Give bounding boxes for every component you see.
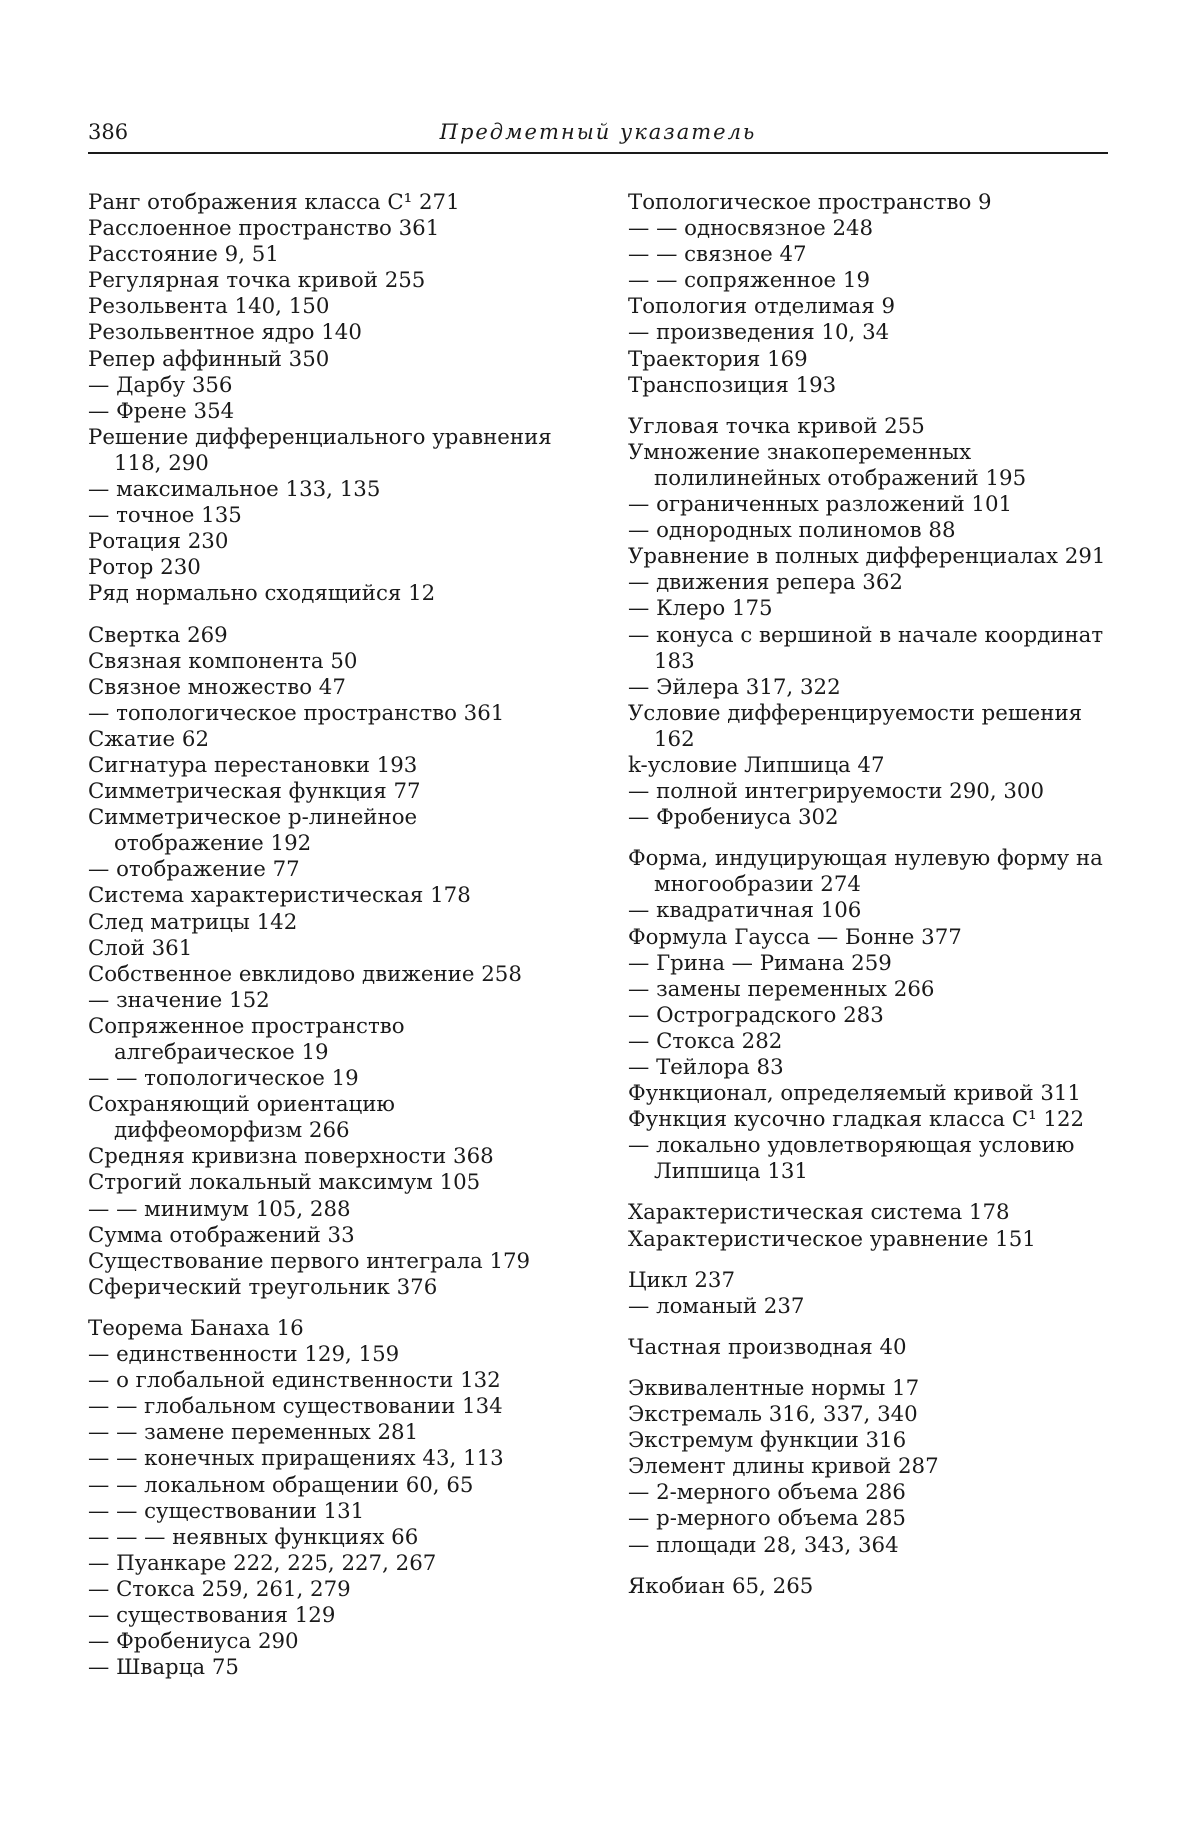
index-column-right: [628, 190, 1118, 1600]
index-entry: — квадратичная 106: [628, 898, 862, 924]
index-entry: Ротор 230: [88, 555, 201, 581]
index-entry: Якобиан 65, 265: [628, 1573, 814, 1599]
index-entry: Транспозиция 193: [628, 372, 837, 398]
index-entry: Слой 361: [88, 935, 193, 961]
index-entry: — — существовании 131: [88, 1498, 365, 1524]
index-entry: — Тейлора 83: [628, 1055, 784, 1080]
index-entry: Связная компонента 50: [88, 648, 358, 674]
index-column-left: [88, 190, 558, 1681]
index-entry: Сферический треугольник 376: [88, 1274, 438, 1300]
index-entry: Функционал, определяемый кривой 311: [628, 1081, 1081, 1107]
page-number: 386: [88, 120, 129, 144]
index-entry: — произведения 10, 34: [628, 320, 890, 346]
index-entry: Сохраняющий ориентацию диффеоморфизм 266: [88, 1092, 395, 1144]
index-entry: — полной интегрируемости 290, 300: [628, 779, 1045, 805]
index-entry: — однородных полиномов 88: [628, 518, 956, 544]
index-letter-group: [88, 623, 558, 1301]
index-entry: Умножение знакопеременных полилинейных отображений 195: [628, 439, 1027, 491]
index-entry: — p-мерного объема 285: [628, 1506, 906, 1532]
index-entry: Свертка 269: [88, 622, 228, 648]
index-entry: Расстояние 9, 51: [88, 242, 279, 268]
index-entry: Функция кусочно гладкая класса C¹ 122: [628, 1107, 1085, 1133]
index-entry: Репер аффинный 350: [88, 346, 330, 372]
index-letter-group: [628, 1268, 1118, 1320]
index-letter-group: [628, 1574, 1118, 1600]
index-entry: Симметрическое p-линейное отображение 192: [88, 805, 418, 857]
index-entry: — максимальное 133, 135: [88, 477, 381, 503]
index-entry: Сигнатура перестановки 193: [88, 752, 418, 778]
index-entry: Топологическое пространство 9: [628, 190, 992, 215]
index-entry: — Стокса 282: [628, 1028, 783, 1054]
index-entry: — Фробениуса 302: [628, 805, 839, 831]
index-entry: Частная производная 40: [628, 1334, 907, 1360]
index-entry: — Остроградского 283: [628, 1002, 884, 1028]
index-entry: Траектория 169: [628, 346, 808, 372]
index-entry: — Эйлера 317, 322: [628, 674, 841, 700]
index-entry: — ограниченных разложений 101: [628, 492, 1013, 518]
index-entry: — — односвязное 248: [628, 216, 874, 242]
index-entry: Сжатие 62: [88, 726, 210, 752]
index-entry: — — топологическое 19: [88, 1066, 359, 1092]
index-letter-group: [628, 1335, 1118, 1361]
index-entry: — значение 152: [88, 987, 270, 1013]
index-entry: Ротация 230: [88, 529, 229, 555]
index-entry: — локально удовлетворяющая условию Липшица 131: [628, 1133, 1075, 1185]
index-entry: Угловая точка кривой 255: [628, 413, 925, 439]
index-entry: — — сопряженное 19: [628, 268, 871, 294]
index-letter-group: [628, 846, 1118, 1185]
index-entry: — Френе 354: [88, 398, 235, 424]
index-entry: — конуса с вершиной в начале координат 183: [628, 622, 1104, 674]
index-entry: Решение дифференциального уравнения 118, 290: [88, 424, 552, 476]
index-entry: Резольвента 140, 150: [88, 294, 330, 320]
index-entry: — площади 28, 343, 364: [628, 1532, 899, 1558]
index-entry: k-условие Липшица 47: [628, 752, 885, 778]
index-entry: — ломаный 237: [628, 1293, 805, 1319]
index-entry: Форма, индуцирующая нулевую форму на многообразии 274: [628, 846, 1103, 898]
index-entry: Уравнение в полных дифференциалах 291: [628, 544, 1106, 570]
index-entry: — — замене переменных 281: [88, 1420, 419, 1446]
index-entry: Элемент длины кривой 287: [628, 1454, 939, 1480]
index-entry: Условие дифференцируемости решения 162: [628, 700, 1083, 752]
index-entry: — Пуанкаре 222, 225, 227, 267: [88, 1550, 437, 1576]
index-entry: — единственности 129, 159: [88, 1342, 400, 1368]
index-entry: — Шварца 75: [88, 1655, 239, 1681]
index-entry: Средняя кривизна поверхности 368: [88, 1144, 494, 1170]
index-entry: Эквивалентные нормы 17: [628, 1375, 920, 1401]
index-entry: — Клеро 175: [628, 596, 773, 622]
index-entry: — точное 135: [88, 503, 242, 529]
index-entry: — существования 129: [88, 1602, 336, 1628]
index-entry: Теорема Банаха 16: [88, 1315, 304, 1341]
index-entry: Ряд нормально сходящийся 12: [88, 581, 436, 607]
index-entry: Характеристическая система 178: [628, 1200, 1010, 1226]
index-entry: — — — неявных функциях 66: [88, 1524, 419, 1550]
index-letter-group: [88, 1316, 558, 1681]
index-entry: Система характеристическая 178: [88, 883, 471, 909]
index-entry: Сопряженное пространство алгебраическое 19: [88, 1013, 405, 1065]
index-entry: — замены переменных 266: [628, 976, 935, 1002]
index-entry: — — конечных приращениях 43, 113: [88, 1446, 504, 1472]
index-entry: — — связное 47: [628, 242, 807, 268]
index-entry: — Дарбу 356: [88, 372, 233, 398]
index-letter-group: [88, 190, 558, 608]
index-entry: Собственное евклидово движение 258: [88, 961, 522, 987]
index-entry: — — глобальном существовании 134: [88, 1394, 503, 1420]
index-entry: Резольвентное ядро 140: [88, 320, 362, 346]
index-entry: Симметрическая функция 77: [88, 779, 421, 805]
index-entry: След матрицы 142: [88, 909, 298, 935]
index-entry: — Грина — Римана 259: [628, 950, 892, 976]
index-entry: Цикл 237: [628, 1267, 736, 1293]
index-entry: — 2-мерного объема 286: [628, 1480, 906, 1506]
index-entry: Существование первого интеграла 179: [88, 1248, 531, 1274]
index-entry: — о глобальной единственности 132: [88, 1368, 501, 1394]
index-entry: Расслоенное пространство 361: [88, 216, 440, 242]
index-entry: — топологическое пространство 361: [88, 700, 505, 726]
index-entry: — Стокса 259, 261, 279: [88, 1576, 351, 1602]
index-entry: Строгий локальный максимум 105: [88, 1170, 481, 1196]
index-entry: — отображение 77: [88, 857, 300, 883]
index-letter-group: [628, 1200, 1118, 1252]
index-entry: Экстремум функции 316: [628, 1428, 907, 1454]
index-letter-group: [628, 1376, 1118, 1559]
index-entry: Ранг отображения класса C¹ 271: [88, 190, 460, 215]
index-entry: — движения репера 362: [628, 570, 903, 596]
index-entry: Связное множество 47: [88, 674, 346, 700]
page-title: Предметный указатель: [439, 120, 757, 144]
index-entry: — — локальном обращении 60, 65: [88, 1472, 474, 1498]
index-entry: Топология отделимая 9: [628, 294, 896, 320]
index-entry: Регулярная точка кривой 255: [88, 268, 426, 294]
index-entry: Экстремаль 316, 337, 340: [628, 1402, 918, 1428]
index-entry: Формула Гаусса — Бонне 377: [628, 924, 962, 950]
index-letter-group: [628, 414, 1118, 832]
index-entry: Сумма отображений 33: [88, 1222, 355, 1248]
index-letter-group: [628, 190, 1118, 399]
page-header: [88, 118, 1108, 154]
index-entry: — Фробениуса 290: [88, 1629, 299, 1655]
index-entry: — — минимум 105, 288: [88, 1196, 351, 1222]
index-entry: Характеристическое уравнение 151: [628, 1226, 1036, 1252]
